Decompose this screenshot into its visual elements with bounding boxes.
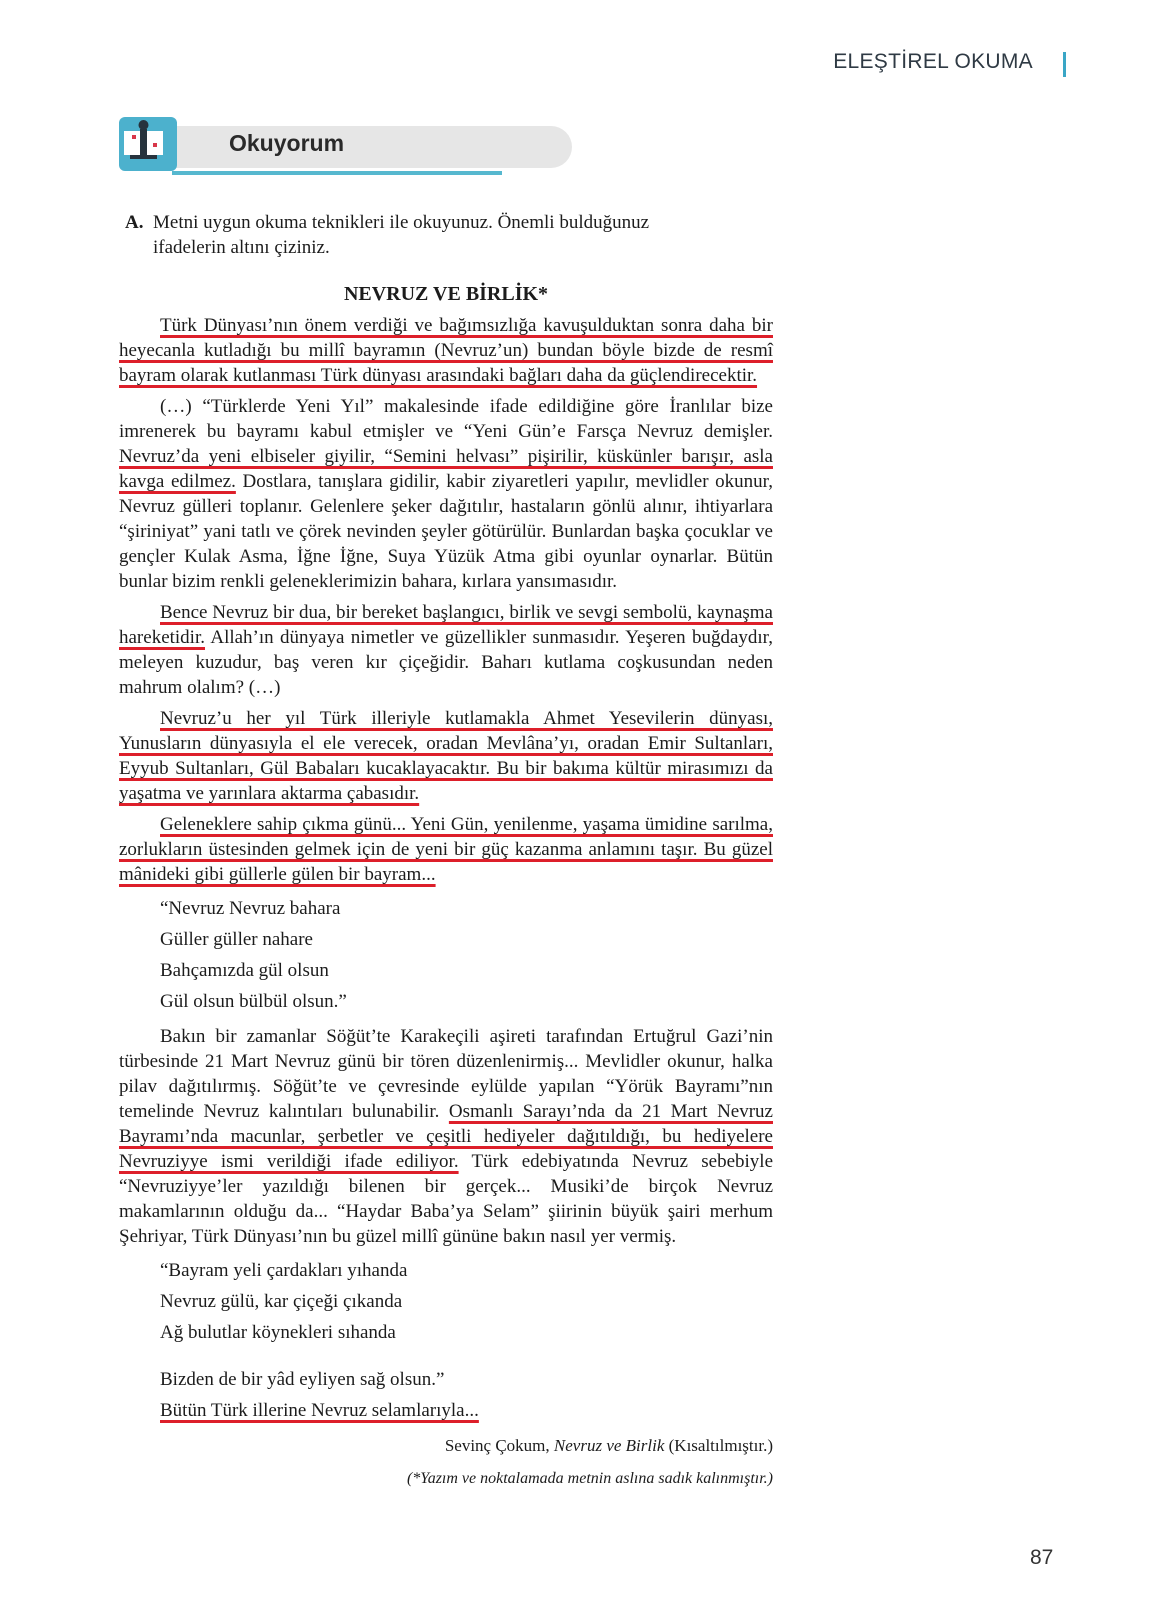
verse-sehriyar (160, 1255, 773, 1395)
instruction-letter: A. (125, 212, 144, 233)
section-header: ELEŞTİREL OKUMA (833, 50, 1033, 73)
paragraph-5 (119, 812, 773, 887)
instruction-text: Metni uygun okuma teknikleri ile okuyunuz. Önemli bulduğunuz ifadelerin altını çiziniz. (153, 212, 650, 258)
underlined-text: Nevruz’da yeni elbiseler giyilir, “Semini helvası” pişirilir, küskünler barışır, asla kavga edilmez. (119, 446, 773, 492)
source-work: Nevruz ve Birlik (553, 1436, 665, 1455)
paragraph-4 (119, 706, 773, 806)
verse-mani (160, 893, 773, 1017)
header-accent-bar (1063, 52, 1066, 77)
verse-line: Bizden de bir yâd eyliyen sağ olsun.” (160, 1369, 445, 1390)
verse-line: Gül olsun bülbül olsun.” (160, 991, 347, 1012)
underlined-text: Nevruz’u her yıl Türk illeriyle kutlamakla Ahmet Yesevilerin dünyası, Yunusların dünyasıyla el ele verecek, oradan Mevlâna’yı, oradan Emir Sultanları, Eyyub Sultanları, Gül Babaları kucaklayacaktır. Bu bir bakıma kültür mirasımızı da yaşatma ve yarınlara aktarma çabasıdır. (119, 708, 773, 804)
underlined-text: Bence Nevruz bir dua, bir bereket başlangıcı, birlik ve sevgi sembolü, kaynaşma hareketidir. (119, 602, 773, 648)
verse-spacer (160, 1348, 773, 1364)
article-title: NEVRUZ VE BİRLİK* (343, 283, 549, 305)
instruction (125, 210, 773, 260)
paragraph-text: Türk edebiyatında Nevruz sebebiyle “Nevruziyye’ler yazıldığı bilenen bir gerçek... Musiki’de birçok Nevruz makamlarının olduğu da... “Haydar Baba’ya Selam” şiirinin büyük şairi merhum Şehriyar, Türk Dünyası’nın bu güzel millî gününe bakın nasıl yer vermiş. (119, 1151, 773, 1247)
verse-line: “Nevruz Nevruz bahara (160, 898, 341, 919)
source-citation (119, 1433, 773, 1458)
paragraph-text: Allah’ın dünyaya nimetler ve güzellikler sunmasıdır. Yeşeren buğdaydır, meleyen kuzudur, baş veren kır çiçeğidir. Baharı kutlama coşkusundan neden mahrum olalım? (…) (119, 627, 773, 698)
underlined-text: Türk Dünyası’nın önem verdiği ve bağımsızlığa kavuşulduktan sonra daha bir heyecanla kutladığı bu millî bayramın (Nevruz’un) bundan böyle bizde de resmî bayram olarak kutlanması Türk dünyası arasındaki bağları daha da güçlendirecektir. (119, 315, 773, 386)
underlined-text: Bütün Türk illerine Nevruz selamlarıyla... (160, 1400, 479, 1421)
paragraph-6 (119, 1024, 773, 1249)
footnote: (*Yazım ve noktalamada metnin aslına sadık kalınmıştır.) (406, 1470, 773, 1487)
page-number: 87 (1030, 1546, 1054, 1569)
paragraph-1 (119, 313, 773, 388)
paragraph-text: Dostlara, tanışlara gidilir, kabir ziyaretleri yapılır, mevlidler okunur, Nevruz gülleri toplanır. Gelenlere şeker dağıtılır, hastaların gönlü alınır, ihtiyarlara “şiriniyat” yani tatlı ve çörek nevinden şeyler götürülür. Bunlardan başka çocuklar ve gençler Kulak Asma, İğne İğne, Suya Yüzük Atma gibi oyunlar oynarlar. Bütün bunlar bizim renkli geleneklerimizin bahara, kırlara yansımasıdır. (119, 471, 773, 592)
underlined-text: Geleneklere sahip çıkma günü... Yeni Gün, yenilenme, yaşama ümidine sarılma, zorlukların üstesinden gelmek için de yeni bir güç kazanma anlamını taşır. Bu güzel mânideki gibi güllerle gülen bir bayram... (119, 814, 773, 885)
reading-book-icon (119, 117, 181, 178)
underlined-text: Osmanlı Sarayı’nda da 21 Mart Nevruz Bayramı’nda macunlar, şerbetler ve çeşitli hediyeler dağıtıldığı, bu hediyelere Nevruziyye ismi verildiği ifade ediliyor. (119, 1101, 773, 1172)
verse-line: Güller güller nahare (160, 929, 313, 950)
paragraph-3 (119, 600, 773, 700)
paragraph-text: Bakın bir zamanlar Söğüt’te Karakeçili aşireti tarafından Ertuğrul Gazi’nin türbesinde 21 Mart Nevruz günü bir tören düzenlenirmiş... Mevlidler okunur, halka pilav dağıtılırmış. Söğüt’te ve çevresinde eylülde yapılan “Yörük Bayramı”nın temelinde Nevruz kalıntıları bulunabilir. (119, 1026, 773, 1122)
source-author: Sevinç Çokum, (444, 1436, 554, 1455)
closing-line (160, 1398, 773, 1423)
verse-line: “Bayram yeli çardakları yıhanda (160, 1260, 408, 1281)
paragraph-text: (…) “Türklerde Yeni Yıl” makalesinde ifade edildiğine göre İranlılar bize imrenerek bu bayramı kabul etmişler ve “Yeni Gün’e Farsça Nevruz demişler. (119, 396, 773, 442)
verse-line: Ağ bulutlar köynekleri sıhanda (160, 1322, 396, 1343)
section-title: Okuyorum (229, 130, 345, 156)
paragraph-2 (119, 394, 773, 594)
source-note: (Kısaltılmıştır.) (664, 1436, 773, 1455)
banner-underline (172, 171, 502, 175)
verse-line: Bahçamızda gül olsun (160, 960, 329, 981)
verse-line: Nevruz gülü, kar çiçeği çıkanda (160, 1291, 403, 1312)
page-content (119, 210, 773, 1491)
